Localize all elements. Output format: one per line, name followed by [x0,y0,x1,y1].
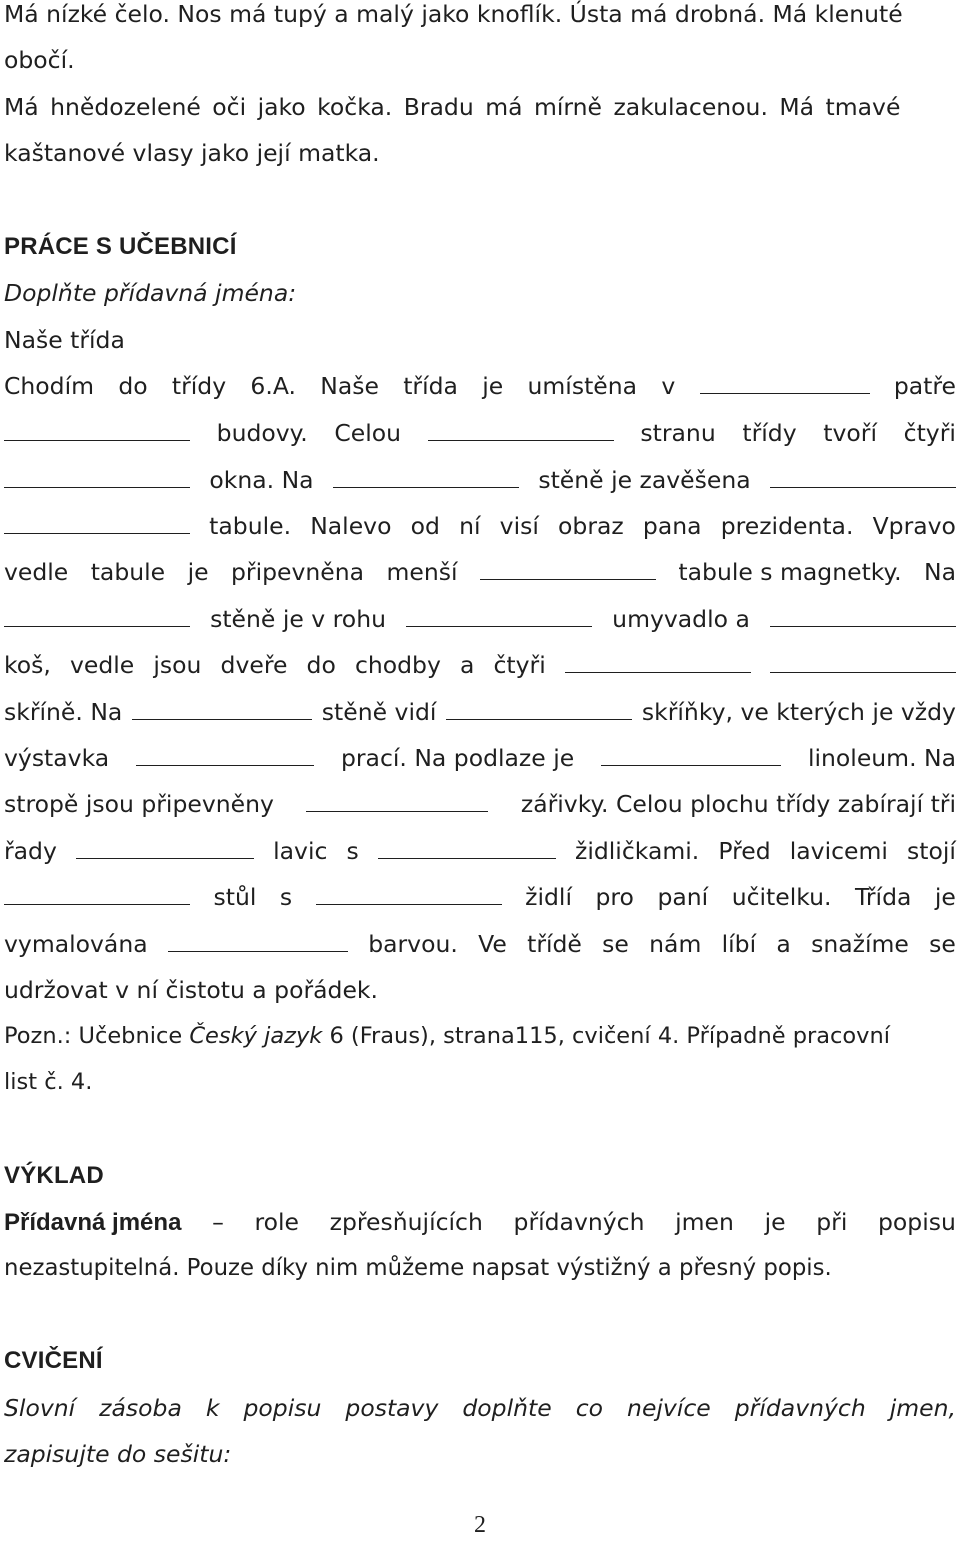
exercise-line-11: řady lavic s židličkami. Před lavicemi stojí [4,837,956,865]
blank[interactable] [4,605,190,627]
intro-line-1: Má nízké čelo. Nos má tupý a malý jako knoflík. Ústa má drobná. Má klenuté [4,0,903,28]
blank[interactable] [480,558,656,580]
exercise-line-10: stropě jsou připevněny zářivky. Celou plochu třídy zabírají tři [4,790,956,818]
book-title: Český jazyk [189,1023,323,1049]
exercise-line-9: výstavka prací. Na podlaze je linoleum. Na [4,744,956,772]
intro-line-4: kaštanové vlasy jako její matka. [4,139,380,167]
exercise-line-5: vedle tabule je připevněna menší tabule s magnetky. Na [4,558,956,586]
exercise-line-4: tabule. Nalevo od ní visí obraz pana prezidenta. Vpravo [4,506,956,546]
exercise-line-13: vymalována barvou. Ve třídě se nám líbí a snažíme se [4,930,956,958]
exercise-line-2: budovy. Celou stranu třídy tvoří čtyři [4,413,956,453]
note-line-1: Pozn.: Učebnice Český jazyk 6 (Fraus), strana115, cvičení 4. Případně pracovní [4,1023,891,1049]
blank[interactable] [446,698,632,720]
cviceni-line-2: zapisujte do sešitu: [4,1440,232,1468]
term: Přídavná jména [4,1209,182,1236]
exercise-line-14: udržovat v ní čistotu a pořádek. [4,976,378,1004]
blank[interactable] [4,512,190,534]
blank[interactable] [406,605,592,627]
instruction: Doplňte přídavná jména: [4,279,297,307]
exercise-line-1: Chodím do třídy 6.A. Naše třída je umístěna v patře [4,372,956,400]
section-heading-cviceni: CVIČENÍ [4,1347,103,1374]
exercise-line-3: okna. Na stěně je zavěšena [4,460,956,500]
blank[interactable] [132,698,312,720]
exercise-line-8: skříně. Na stěně vidí skříňky, ve kterých je vždy [4,698,956,726]
blank[interactable] [4,466,190,488]
blank[interactable] [770,466,956,488]
intro-line-3: Má hnědozelené oči jako kočka. Bradu má mírně zakulacenou. Má tmavé [4,93,901,121]
vyklad-line-2: nezastupitelná. Pouze díky nim můžeme napsat výstižný a přesný popis. [4,1255,832,1281]
blank[interactable] [770,605,956,627]
blank[interactable] [136,744,314,766]
exercise-line-6: stěně je v rohu umyvadlo a [4,599,956,639]
section-heading-prace: PRÁCE S UČEBNICÍ [4,233,237,260]
exercise-line-12: stůl s židlí pro paní učitelku. Třída je [4,877,956,917]
blank[interactable] [76,837,254,859]
blank[interactable] [601,744,781,766]
vyklad-line-1: Přídavná jména – role zpřesňujících přídavných jmen je při popisu [4,1202,956,1242]
blank[interactable] [306,790,488,812]
blank[interactable] [316,883,502,905]
blank[interactable] [4,883,190,905]
blank[interactable] [168,930,348,952]
intro-line-2: obočí. [4,46,75,74]
blank[interactable] [565,651,751,673]
page-number: 2 [474,1512,486,1538]
blank[interactable] [4,419,190,441]
exercise-line-7: koš, vedle jsou dveře do chodby a čtyři [4,645,956,685]
blank[interactable] [378,837,556,859]
blank[interactable] [700,372,870,394]
blank[interactable] [770,651,956,673]
cviceni-line-1: Slovní zásoba k popisu postavy doplňte co nejvíce přídavných jmen, [4,1394,956,1422]
note-line-2: list č. 4. [4,1069,93,1095]
exercise-title: Naše třída [4,326,125,354]
blank[interactable] [428,419,614,441]
blank[interactable] [333,466,519,488]
section-heading-vyklad: VÝKLAD [4,1162,104,1189]
